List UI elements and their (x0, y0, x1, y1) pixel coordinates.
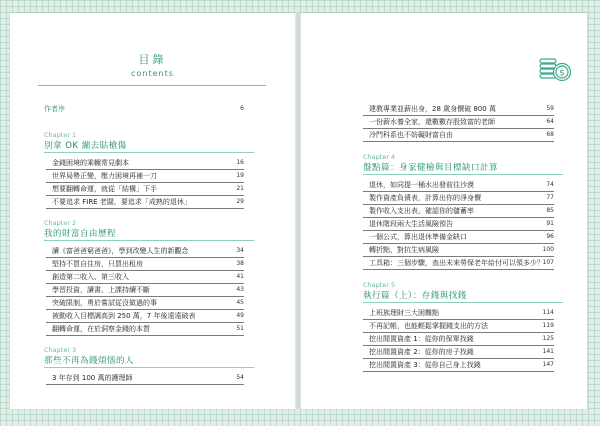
entry-underline (363, 128, 554, 129)
entry-title: 翻轉命運，在於洞察金錢的本質 (52, 325, 150, 333)
toc-entry[interactable] (52, 373, 244, 383)
chapter-4-label: Chapter 4 (363, 153, 396, 161)
left-page (10, 13, 295, 409)
right-page (301, 13, 587, 409)
entry-page: 6 (240, 105, 244, 112)
entry-title: 想要翻轉命運，就從「結構」下手 (52, 185, 157, 193)
entry-title: 冷門科系也不妨礙財富自由 (369, 131, 453, 139)
entry-underline (363, 256, 554, 257)
entry-underline (363, 141, 554, 142)
entry-title: 讀《富爸爸窮爸爸》，學到改變人生的新觀念 (52, 247, 189, 255)
chapter-4-rule (363, 174, 563, 175)
toc-entry[interactable] (52, 272, 244, 282)
entry-underline (46, 322, 244, 323)
toc-entry[interactable] (369, 193, 554, 203)
entry-page: 125 (542, 335, 554, 342)
entry-title: 製作收入支出表，確認你的儲蓄率 (369, 207, 474, 215)
entry-underline (46, 270, 244, 271)
toc-heading (10, 51, 295, 78)
toc-entry[interactable] (369, 360, 554, 370)
coins-icon (538, 55, 574, 85)
entry-underline (363, 217, 554, 218)
entry-underline (46, 283, 244, 284)
toc-entry[interactable] (369, 219, 554, 229)
entry-page: 147 (542, 361, 554, 368)
entry-page: 64 (546, 118, 554, 125)
entry-underline (363, 230, 554, 231)
toc-entry[interactable] (369, 308, 554, 318)
entry-title: 3 年存到 100 萬的護理師 (52, 374, 133, 382)
entry-underline (363, 243, 554, 244)
chapter-2-title: 我的財富自由歷程 (44, 229, 117, 239)
entry-page: 45 (236, 299, 244, 306)
entry-page: 100 (542, 246, 554, 253)
entry-title: 挖出閒置資產 2：從你的房子找錢 (369, 348, 474, 356)
entry-title: 作者序 (44, 105, 65, 113)
toc-entry[interactable] (52, 158, 244, 168)
chapter-2-rule (44, 240, 254, 241)
toc-entry[interactable] (52, 298, 244, 308)
entry-page: 77 (546, 194, 554, 201)
entry-title: 挖出閒置資產 1：從你的保單找錢 (369, 335, 474, 343)
toc-entry[interactable] (369, 321, 554, 331)
entry-page: 43 (236, 286, 244, 293)
entry-title: 製作資產負債表，計算出你的淨身價 (369, 194, 481, 202)
toc-entry[interactable] (52, 246, 244, 256)
entry-underline (46, 384, 244, 385)
chapter-1-rule (44, 152, 254, 153)
entry-underline (46, 169, 244, 170)
entry-underline (46, 335, 244, 336)
entry-title: 金錢困境的乘輾常見劇本 (52, 159, 129, 167)
toc-entry[interactable] (369, 206, 554, 216)
toc-entry[interactable] (52, 197, 244, 207)
chapter-5-title: 執行篇（上）：存錢與找錢 (363, 291, 467, 301)
entry-page: 141 (542, 348, 554, 355)
entry-underline (46, 208, 244, 209)
entry-title: 學習投資，讀書、上課持續不斷 (52, 286, 150, 294)
entry-underline (46, 257, 244, 258)
entry-title: 一個公式，算出退休準備金缺口 (369, 233, 467, 241)
entry-page: 107 (542, 259, 554, 266)
toc-entry[interactable] (52, 324, 244, 334)
entry-title: 一份薪水養全家，還數數存股致富的老師 (369, 118, 495, 126)
chapter-5-rule (363, 302, 563, 303)
chapter-3-rule (44, 367, 254, 368)
chapter-3-title: 那些不再為錢煩惱的人 (44, 356, 135, 366)
entry-title: 上班族理財三大困難點 (369, 309, 439, 317)
entry-title: 退休，如同提一桶水出發前往沙漠 (369, 181, 474, 189)
toc-entry[interactable] (369, 117, 554, 127)
svg-text:$: $ (559, 68, 565, 79)
toc-title: 目錄 (138, 53, 167, 66)
entry-title: 退休階段兩大生活風險預告 (369, 220, 453, 228)
toc-subtitle: contents (131, 69, 174, 78)
toc-entry[interactable] (369, 130, 554, 140)
toc-entry[interactable] (52, 311, 244, 321)
entry-underline (46, 309, 244, 310)
entry-underline (363, 191, 554, 192)
toc-entry[interactable] (52, 171, 244, 181)
entry-title: 建教專業並薪出身，28 歲身價破 800 萬 (369, 105, 496, 113)
entry-page: 59 (546, 105, 554, 112)
toc-entry[interactable] (369, 258, 554, 268)
chapter-3-label: Chapter 3 (44, 346, 77, 354)
entry-page: 74 (546, 181, 554, 188)
entry-page: 41 (236, 273, 244, 280)
entry-page: 85 (546, 207, 554, 214)
title-divider (38, 85, 266, 86)
entry-underline (46, 296, 244, 297)
entry-page: 51 (236, 325, 244, 332)
entry-underline (46, 195, 244, 196)
entry-underline (363, 358, 554, 359)
entry-page: 96 (546, 233, 554, 240)
entry-page: 34 (236, 247, 244, 254)
entry-page: 91 (546, 220, 554, 227)
chapter-4-title: 盤點篇：身家健檢與目標缺口計算 (363, 163, 499, 173)
entry-underline (363, 345, 554, 346)
entry-title: 堅持不買自住房，只買出租房 (52, 260, 143, 268)
entry-underline (363, 269, 554, 270)
toc-entry[interactable] (52, 285, 244, 295)
chapter-2-label: Chapter 2 (44, 219, 77, 227)
entry-title: 轉折點，對抗生病風險 (369, 246, 439, 254)
toc-entry[interactable] (369, 104, 554, 114)
entry-page: 29 (236, 198, 244, 205)
entry-page: 68 (546, 131, 554, 138)
toc-entry[interactable] (369, 180, 554, 190)
entry-title: 不要追求 FIRE 老闆，要追求「成熟的退休」 (52, 198, 191, 206)
toc-entry[interactable] (52, 259, 244, 269)
entry-underline (363, 332, 554, 333)
entry-title: 突破限制，勇於嘗試從沒做過的事 (52, 299, 157, 307)
entry-page: 119 (542, 322, 554, 329)
entry-title: 挖出閒置資產 3：從你自己身上找錢 (369, 361, 481, 369)
chapter-1-label: Chapter 1 (44, 131, 77, 139)
entry-title: 被動收入目標調高到 250 萬，7 年後遠遠破表 (52, 312, 196, 320)
entry-underline (363, 319, 554, 320)
toc-entry[interactable] (369, 347, 554, 357)
toc-entry[interactable] (369, 334, 554, 344)
chapter-5-label: Chapter 5 (363, 281, 396, 289)
entry-page: 114 (542, 309, 554, 316)
entry-page: 38 (236, 260, 244, 267)
toc-entry[interactable] (52, 184, 244, 194)
chapter-1-title: 別拿 OK 繃去貼槍傷 (44, 141, 127, 151)
entry-underline (46, 182, 244, 183)
entry-page: 49 (236, 312, 244, 319)
toc-entry[interactable] (369, 232, 554, 242)
entry-page: 16 (236, 159, 244, 166)
entry-page: 21 (236, 185, 244, 192)
entry-page: 54 (236, 374, 244, 381)
entry-title: 創造第二收入、第三收入 (52, 273, 129, 281)
entry-underline (363, 204, 554, 205)
entry-underline (363, 115, 554, 116)
entry-underline (363, 371, 554, 372)
toc-entry-preface[interactable] (44, 104, 244, 114)
entry-title: 工具箱：三個步驟，查出未來勞保老年給付可以領多少？ (369, 259, 544, 267)
toc-entry[interactable] (369, 245, 554, 255)
entry-title: 世界局勢正變，壓力困境再補一刀 (52, 172, 157, 180)
entry-title: 不再記帳，也能輕鬆掌握錢支出的方法 (369, 322, 488, 330)
entry-page: 19 (236, 172, 244, 179)
